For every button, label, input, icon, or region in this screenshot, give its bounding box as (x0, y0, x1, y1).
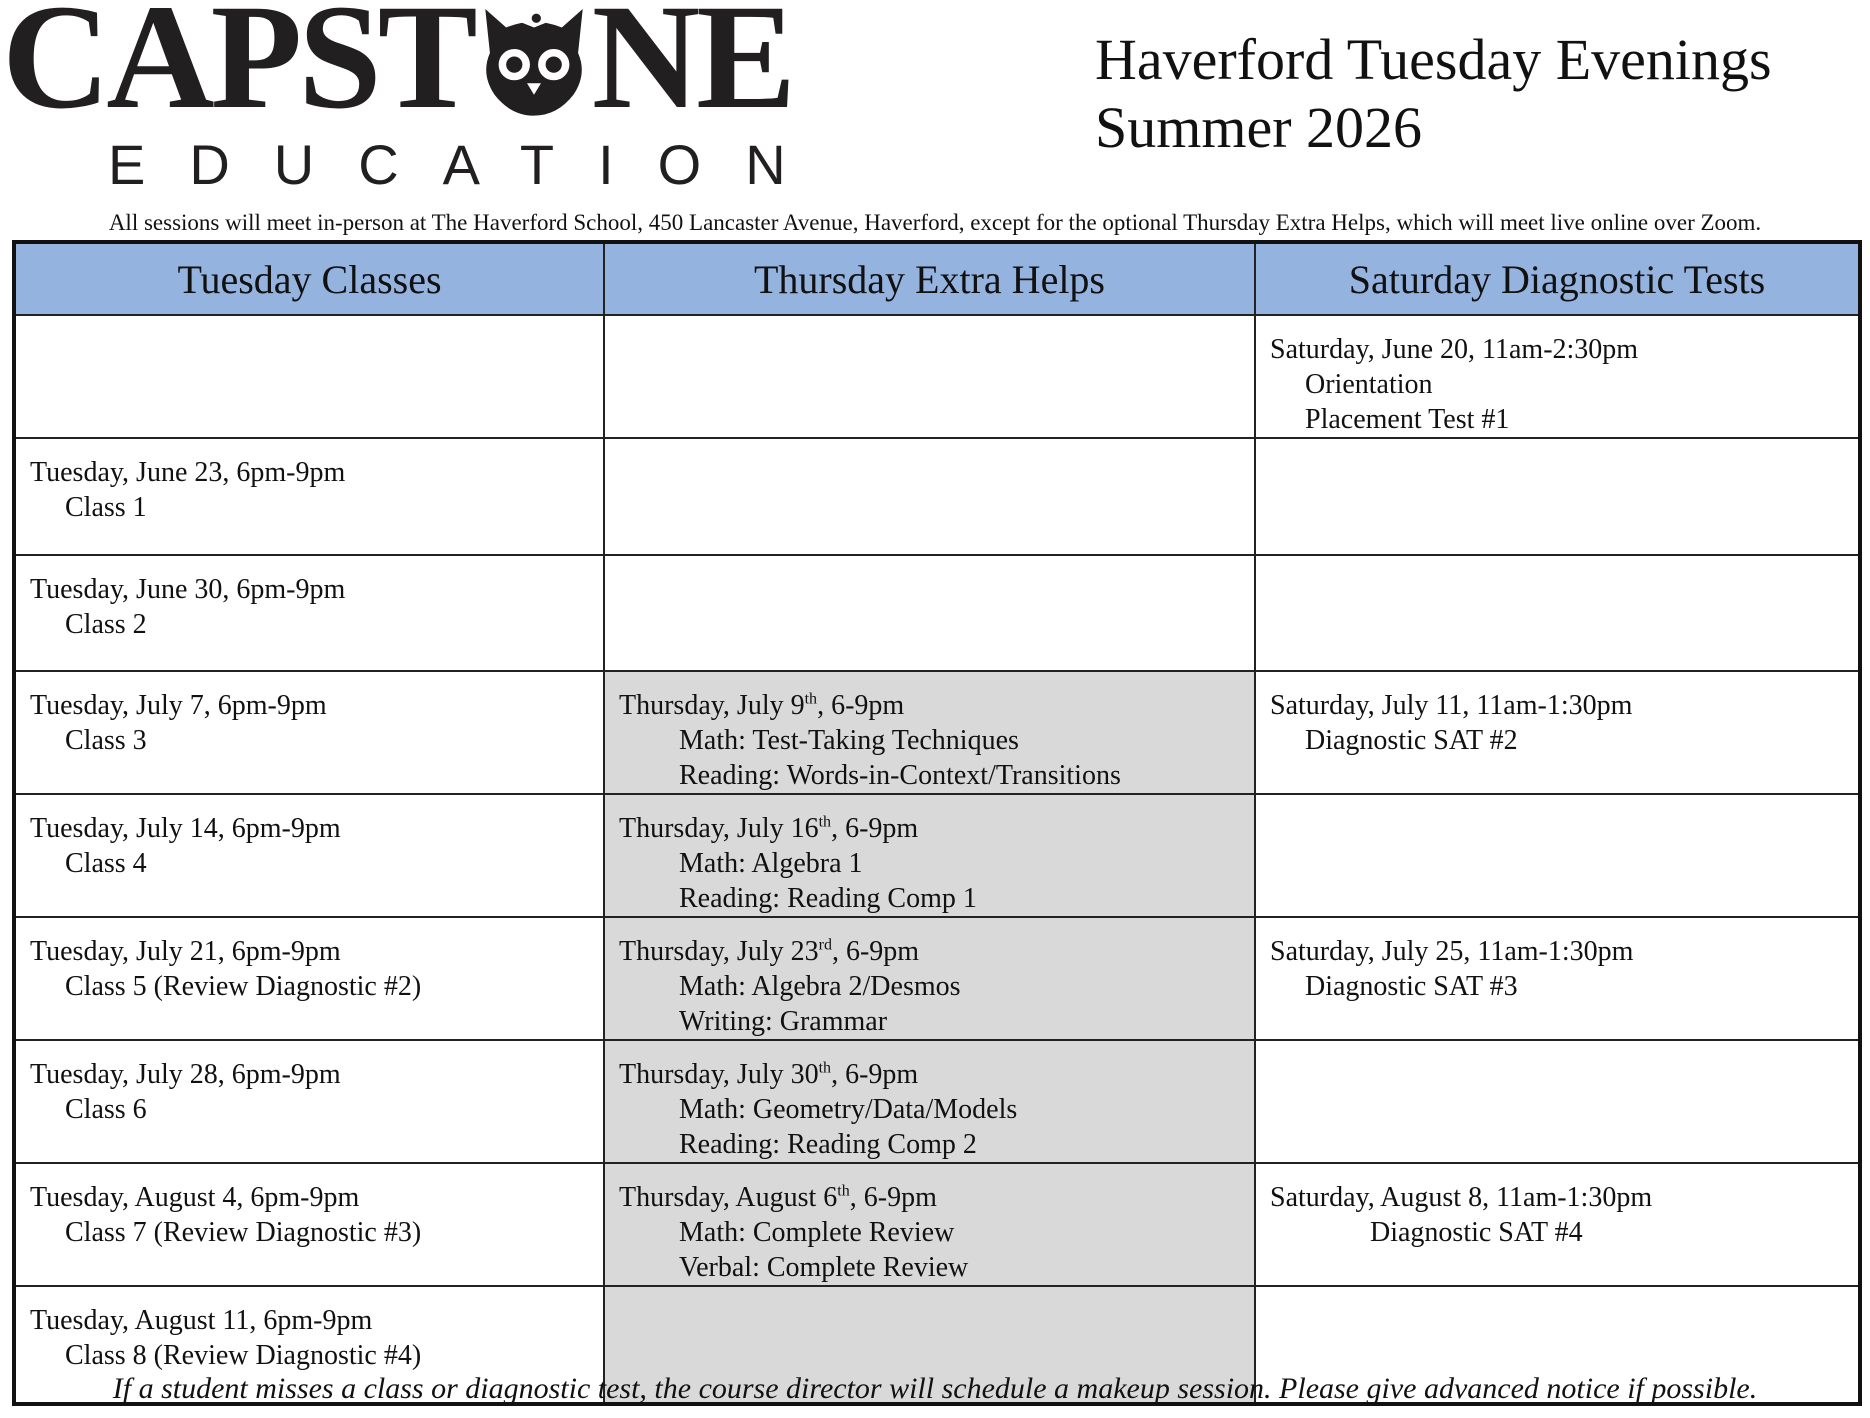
column-header-saturday: Saturday Diagnostic Tests (1255, 242, 1860, 315)
title-line-1: Haverford Tuesday Evenings (1095, 27, 1772, 92)
tue-session-date: Tuesday, June 30, 6pm-9pm (30, 574, 346, 605)
cell-tue (14, 315, 604, 438)
table-row (14, 438, 1860, 555)
capstone-logo (0, 0, 870, 196)
tue-session-detail: Class 8 (Review Diagnostic #4) (65, 1340, 422, 1371)
tue-session-date: Tuesday, July 14, 6pm-9pm (30, 813, 341, 844)
tue-session-detail: Class 1 (65, 492, 147, 523)
thu-session-date: Thursday, July 23rd, 6-9pm (619, 936, 920, 967)
table-row (14, 1163, 1860, 1286)
cell-tue (14, 1163, 604, 1286)
thu-session-detail: Math: Geometry/Data/Models (679, 1094, 1018, 1125)
tue-session-detail: Class 6 (65, 1094, 147, 1125)
thu-session-detail: Reading: Reading Comp 2 (679, 1129, 977, 1160)
sat-session-detail: Diagnostic SAT #2 (1305, 725, 1518, 756)
thu-session-detail: Reading: Reading Comp 1 (679, 883, 977, 914)
logo-wordmark-left: CAPST (2, 0, 474, 140)
thu-session-detail: Math: Test-Taking Techniques (679, 725, 1019, 756)
page-title (1095, 26, 1772, 162)
title-line-2: Summer 2026 (1095, 95, 1423, 160)
sat-session-detail: Placement Test #1 (1305, 404, 1510, 435)
cell-sat (1255, 438, 1860, 555)
cell-tue (14, 438, 604, 555)
thu-session-date: Thursday, July 9th, 6-9pm (619, 690, 905, 721)
tue-session-date: Tuesday, July 28, 6pm-9pm (30, 1059, 341, 1090)
sat-session-date: Saturday, July 11, 11am-1:30pm (1270, 690, 1633, 721)
cell-thu (604, 794, 1255, 917)
tue-session-detail: Class 2 (65, 609, 147, 640)
owl-icon (476, 2, 592, 118)
tue-session-detail: Class 5 (Review Diagnostic #2) (65, 971, 422, 1002)
sat-session-date: Saturday, August 8, 11am-1:30pm (1270, 1182, 1653, 1213)
cell-thu (604, 315, 1255, 438)
cell-thu (604, 1040, 1255, 1163)
thu-session-detail: Verbal: Complete Review (679, 1252, 969, 1283)
thu-session-date: Thursday, July 30th, 6-9pm (619, 1059, 919, 1090)
cell-tue (14, 671, 604, 794)
table-row (14, 315, 1860, 438)
sat-session-detail: Diagnostic SAT #4 (1370, 1217, 1583, 1248)
tue-session-date: Tuesday, June 23, 6pm-9pm (30, 457, 346, 488)
location-notice: All sessions will meet in-person at The Haverford School, 450 Lancaster Avenue, Haverford, except for the optional Thursday Extra Helps, which will meet live online over Zoom. (108, 210, 1762, 235)
cell-thu (604, 1163, 1255, 1286)
table-header-row (14, 242, 1860, 315)
sat-session-date: Saturday, June 20, 11am-2:30pm (1270, 334, 1639, 365)
thu-session-detail: Math: Algebra 2/Desmos (679, 971, 961, 1002)
table-row (14, 917, 1860, 1040)
makeup-policy-footer: If a student misses a class or diagnostic test, the course director will schedule a makeup session. Please give advanced notice if possible. (112, 1372, 1758, 1405)
table-row (14, 794, 1860, 917)
cell-sat (1255, 1040, 1860, 1163)
schedule-table (12, 240, 1862, 1406)
cell-tue (14, 794, 604, 917)
logo-wordmark-right: NE (591, 0, 793, 140)
cell-sat (1255, 671, 1860, 794)
column-header-thursday: Thursday Extra Helps (604, 242, 1255, 315)
thu-session-detail: Math: Complete Review (679, 1217, 955, 1248)
sat-session-detail: Orientation (1305, 369, 1433, 400)
tue-session-date: Tuesday, July 7, 6pm-9pm (30, 690, 327, 721)
column-header-tuesday: Tuesday Classes (14, 242, 604, 315)
cell-tue (14, 917, 604, 1040)
cell-sat (1255, 917, 1860, 1040)
sat-session-detail: Diagnostic SAT #3 (1305, 971, 1518, 1002)
cell-thu (604, 671, 1255, 794)
cell-sat (1255, 794, 1860, 917)
thu-session-date: Thursday, August 6th, 6-9pm (619, 1182, 937, 1213)
cell-sat (1255, 555, 1860, 671)
tue-session-detail: Class 7 (Review Diagnostic #3) (65, 1217, 422, 1248)
sat-session-date: Saturday, July 25, 11am-1:30pm (1270, 936, 1634, 967)
tue-session-detail: Class 3 (65, 725, 147, 756)
cell-tue (14, 555, 604, 671)
thu-session-detail: Writing: Grammar (679, 1006, 888, 1037)
thu-session-detail: Math: Algebra 1 (679, 848, 863, 879)
cell-sat (1255, 1163, 1860, 1286)
thu-session-detail: Reading: Words-in-Context/Transitions (679, 760, 1121, 791)
tue-session-date: Tuesday, August 11, 6pm-9pm (30, 1305, 373, 1336)
cell-thu (604, 917, 1255, 1040)
table-row (14, 1040, 1860, 1163)
logo-wordmark (2, 0, 793, 140)
cell-tue (14, 1040, 604, 1163)
tue-session-detail: Class 4 (65, 848, 147, 879)
table-row (14, 671, 1860, 794)
table-row (14, 555, 1860, 671)
thu-session-date: Thursday, July 16th, 6-9pm (619, 813, 919, 844)
tue-session-date: Tuesday, July 21, 6pm-9pm (30, 936, 341, 967)
logo-tagline: EDUCATION (108, 133, 830, 196)
cell-sat (1255, 315, 1860, 438)
cell-thu (604, 438, 1255, 555)
cell-thu (604, 555, 1255, 671)
tue-session-date: Tuesday, August 4, 6pm-9pm (30, 1182, 360, 1213)
